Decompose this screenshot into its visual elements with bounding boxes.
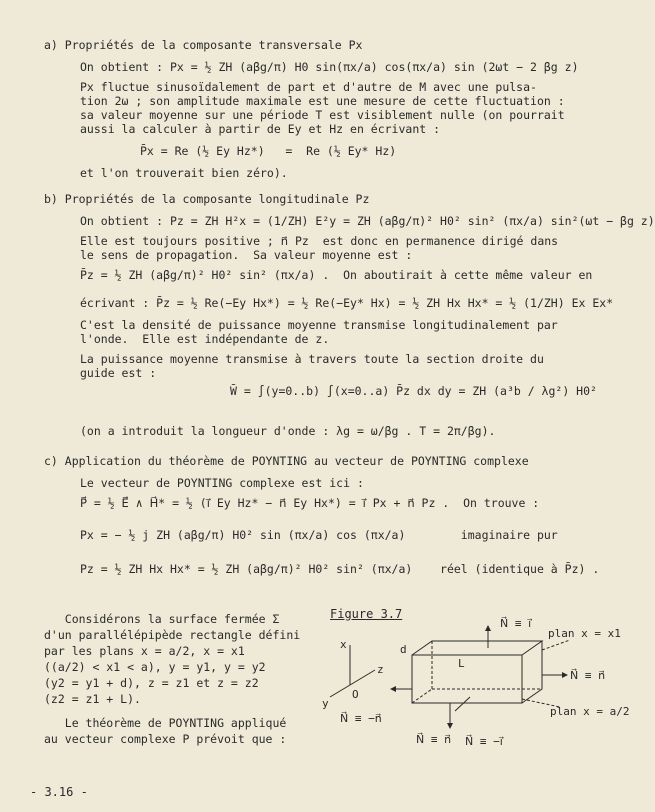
section-a-line-4: sa valeur moyenne sur une période T est visiblement nulle (on pourrait bbox=[80, 108, 565, 122]
para-d-line-3: par les plans x = a/2, x = x1 bbox=[44, 644, 245, 658]
label-right-normal: N⃗ ≡ n⃗ bbox=[570, 669, 606, 682]
section-c-line-4: Pz = ½ ZH Hx Hx* = ½ ZH (aβg/π)² H0² sin² (πx/a) réel (identique à P̄z) . bbox=[80, 562, 600, 576]
para-d-line-4: ((a/2) < x1 < a), y = y1, y = y2 bbox=[44, 660, 266, 674]
label-x-axis: x bbox=[340, 638, 347, 651]
section-b-heading: b) Propriétés de la composante longitudinale Pz bbox=[44, 192, 370, 206]
section-a-heading: a) Propriétés de la composante transversale Px bbox=[44, 38, 363, 52]
label-left-normal: N⃗ ≡ −n⃗ bbox=[340, 712, 382, 725]
section-b-line-2: Elle est toujours positive ; n⃗ Pz est donc en permanence dirigé dans bbox=[80, 234, 559, 248]
box-right bbox=[522, 641, 542, 703]
label-origin: O bbox=[352, 688, 359, 701]
section-c-line-1: Le vecteur de POYNTING complexe est ici : bbox=[80, 476, 364, 490]
section-b-line-10: W̄ = ∫(y=0..b) ∫(x=0..a) P̄z dx dy = ZH (a³b / λg²) H0² bbox=[230, 384, 597, 398]
section-a-line-5: aussi la calculer à partir de Ey et Hz en écrivant : bbox=[80, 122, 441, 136]
section-a-line-6: P̄x = Re (½ Ey Hz*) = Re (½ Ey* Hz) bbox=[140, 144, 397, 158]
section-b-line-5: écrivant : P̄z = ½ Re(−Ey Hx*) = ½ Re(−Ey* Hx) = ½ ZH Hx Hx* = ½ (1/ZH) Ex Ex* bbox=[80, 296, 614, 310]
label-bottom-minus-l: N⃗ ≡ −ı⃗ bbox=[465, 735, 503, 748]
section-b-line-11: (on a introduit la longueur d'onde : λg = ω/βg . T = 2π/βg). bbox=[80, 424, 496, 438]
section-a-line-3: tion 2ω ; son amplitude maximale est une mesure de cette fluctuation : bbox=[80, 94, 565, 108]
label-d: d bbox=[400, 643, 407, 656]
section-a-line-2: Px fluctue sinusoïdalement de part et d'autre de M avec une pulsa- bbox=[80, 80, 537, 94]
label-plan-a2: plan x = a/2 bbox=[550, 705, 630, 718]
para-d-line-1: Considérons la surface fermée Σ bbox=[44, 612, 280, 626]
label-bottom-n: N⃗ ≡ n⃗ bbox=[416, 733, 452, 746]
para-d-line-2: d'un parallélépipède rectangle défini bbox=[44, 628, 301, 642]
section-b-line-7: l'onde. Elle est indépendante de z. bbox=[80, 332, 330, 346]
z-axis-line bbox=[350, 670, 375, 685]
plan-x1-leader bbox=[542, 640, 570, 650]
bottom-normal-arrowhead bbox=[447, 723, 453, 729]
section-a-line-7: et l'on trouverait bien zéro). bbox=[80, 166, 288, 180]
section-a-line-1: On obtient : Px = ½ ZH (aβg/π) H0 sin(πx/a) cos(πx/a) sin (2ωt − 2 βg z) bbox=[80, 60, 579, 74]
para-d-line-9: au vecteur complexe P prévoit que : bbox=[44, 732, 287, 746]
section-b-line-4: P̄z = ½ ZH (aβg/π)² H0² sin² (πx/a) . On aboutirait à cette même valeur en bbox=[80, 268, 593, 282]
section-c-line-2: P⃗ = ½ E⃗ ∧ H⃗* = ½ (ı⃗ Ey Hz* − n⃗ Ey Hx*) = ı⃗ Px + n⃗ Pz . On trouve : bbox=[80, 496, 540, 510]
figure-diagram bbox=[300, 615, 650, 770]
y-axis-line bbox=[330, 685, 350, 697]
right-normal-arrowhead bbox=[562, 672, 568, 678]
label-top-normal: N⃗ ≡ ı⃗ bbox=[500, 617, 532, 630]
box-front bbox=[412, 655, 522, 703]
section-c-heading: c) Application du théorème de POYNTING au vecteur de POYNTING complexe bbox=[44, 454, 529, 468]
page-footer: - 3.16 - bbox=[30, 785, 88, 799]
left-normal-arrowhead bbox=[390, 686, 396, 692]
para-d-line-5: (y2 = y1 + d), z = z1 et z = z2 bbox=[44, 676, 259, 690]
box-hidden-side bbox=[412, 689, 432, 703]
section-c-line-3: Px = − ½ j ZH (aβg/π) H0² sin (πx/a) cos (πx/a) imaginaire pur bbox=[80, 528, 558, 542]
inner-normal-arrow bbox=[455, 697, 470, 711]
label-L: L bbox=[458, 657, 465, 670]
section-b-line-3: le sens de propagation. Sa valeur moyenne est : bbox=[80, 248, 413, 262]
label-z-axis: z bbox=[377, 663, 384, 676]
section-b-line-1: On obtient : Pz = ZH H²x = (1/ZH) E²y = ZH (aβg/π)² H0² sin² (πx/a) sin²(ωt − βg z) bbox=[80, 214, 655, 228]
para-d-line-6: (z2 = z1 + L). bbox=[44, 692, 141, 706]
section-b-line-6: C'est la densité de puissance moyenne transmise longitudinalement par bbox=[80, 318, 558, 332]
label-y-axis: y bbox=[322, 697, 329, 710]
para-d-line-8: Le théorème de POYNTING appliqué bbox=[44, 716, 287, 730]
label-plan-x1: plan x = x1 bbox=[548, 627, 621, 640]
section-b-line-9: guide est : bbox=[80, 366, 157, 380]
section-b-line-8: La puissance moyenne transmise à travers toute la section droite du bbox=[80, 352, 544, 366]
figure-title: Figure 3.7 bbox=[330, 607, 403, 621]
top-normal-arrowhead bbox=[485, 625, 491, 631]
